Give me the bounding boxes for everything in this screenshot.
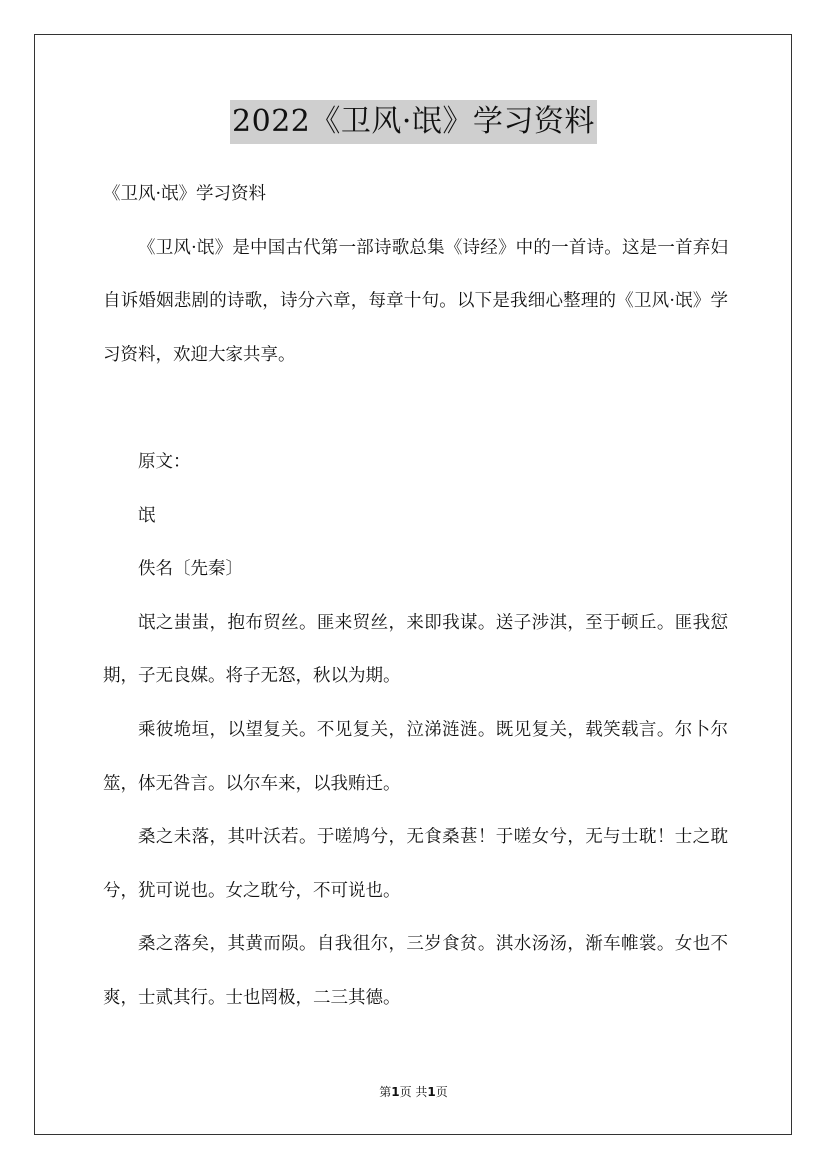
document-subtitle: 《卫风·氓》学习资料: [103, 184, 267, 204]
poem-author: 佚名〔先秦〕: [138, 559, 243, 580]
intro-paragraph: 《卫风·氓》是中国古代第一部诗歌总集《诗经》中的一首诗。这是一首弃妇自诉婚姻悲剧的诗歌，诗分六章，每章十句。以下是我细心整理的《卫风·氓》学习资料，欢迎大家共享。: [103, 237, 728, 365]
document-title-text: 2022《卫风·氓》学习资料: [230, 100, 597, 144]
poem-stanza-1: 氓之蚩蚩，抱布贸丝。匪来贸丝，来即我谋。送子涉淇，至于顿丘。匪我愆期，子无良媒。将子无怒，秋以为期。: [103, 612, 728, 687]
poem-stanza-3: 桑之未落，其叶沃若。于嗟鸠兮，无食桑葚！于嗟女兮，无与士耽！士之耽兮，犹可说也。女之耽兮，不可说也。: [103, 827, 728, 901]
poem-stanza-2: 乘彼垝垣，以望复关。不见复关，泣涕涟涟。既见复关，载笑载言。尔卜尔筮，体无咎言。以尔车来，以我贿迁。: [103, 719, 728, 794]
poem-stanza-4: 桑之落矣，其黄而陨。自我徂尔，三岁食贫。淇水汤汤，渐车帷裳。女也不爽，士贰其行。士也罔极，二三其德。: [103, 934, 728, 1008]
page-footer: [0, 1082, 827, 1102]
poem-title: 氓: [138, 505, 156, 526]
page-suffix: 页: [435, 1085, 448, 1099]
page-prefix: 第: [379, 1085, 392, 1099]
paragraph-gap: [103, 382, 728, 436]
current-page-number: 1: [391, 1085, 400, 1099]
total-page-number: 1: [427, 1085, 436, 1099]
page-mid: 页 共: [399, 1085, 428, 1099]
document-title: [0, 100, 827, 144]
section-label: 原文：: [138, 451, 191, 472]
document-body: [103, 168, 728, 1026]
